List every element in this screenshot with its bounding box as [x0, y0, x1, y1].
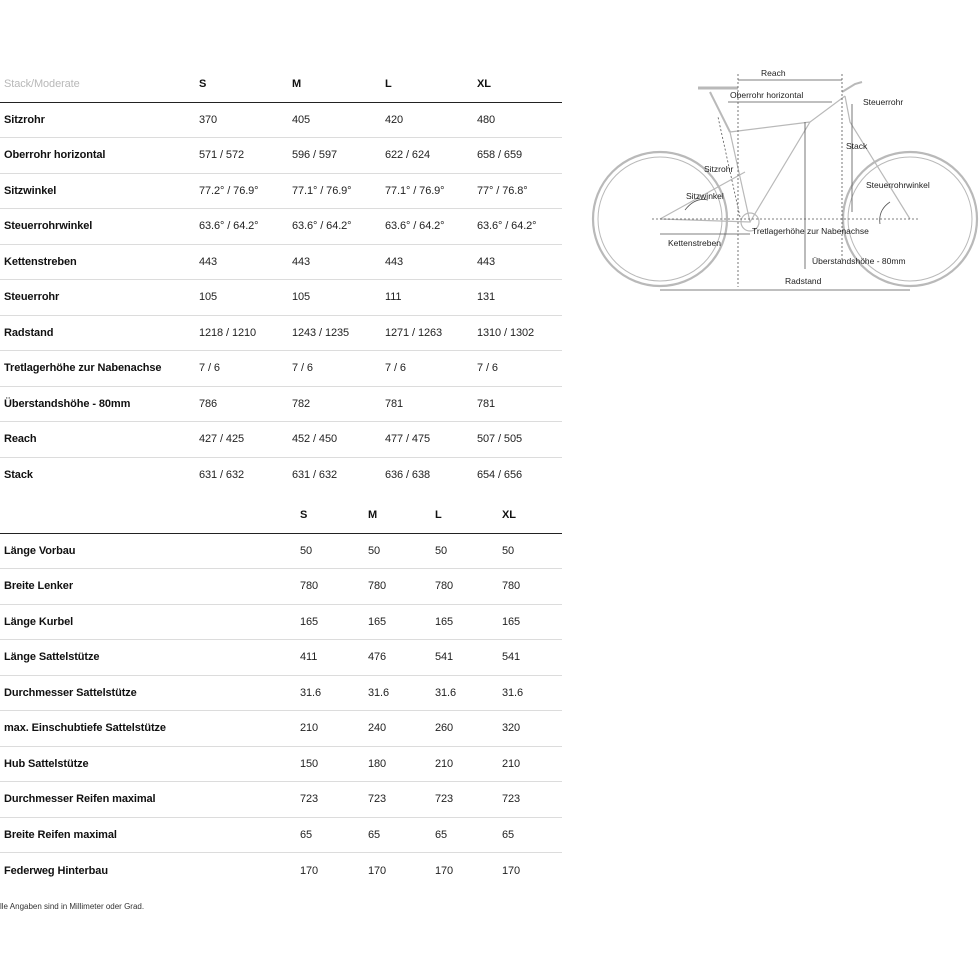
cell-value: 7 / 6: [292, 362, 313, 375]
cell-value: 480: [477, 113, 496, 126]
cell-value: 31.6: [435, 686, 457, 699]
size-header: S: [300, 509, 308, 522]
table-row: [0, 245, 562, 281]
size-header: L: [435, 509, 442, 522]
row-label: Länge Kurbel: [4, 615, 74, 628]
cell-value: 780: [502, 580, 521, 593]
row-label: Sitzrohr: [4, 113, 45, 126]
cell-value: 1218 / 1210: [199, 326, 257, 339]
cell-value: 622 / 624: [385, 149, 430, 162]
cell-value: 65: [368, 828, 381, 841]
cell-value: 65: [502, 828, 515, 841]
table-row: [0, 782, 562, 818]
seat-tube-label: Sitzrohr: [704, 164, 734, 174]
cell-value: 658 / 659: [477, 149, 522, 162]
cell-value: 210: [435, 757, 454, 770]
cell-value: 260: [435, 722, 454, 735]
cell-value: 541: [435, 651, 454, 664]
cell-value: 723: [368, 793, 387, 806]
cell-value: 63.6° / 64.2°: [199, 220, 259, 233]
cell-value: 780: [368, 580, 387, 593]
size-header: S: [199, 78, 207, 91]
cell-value: 170: [368, 864, 387, 877]
cell-value: 370: [199, 113, 218, 126]
cell-value: 636 / 638: [385, 469, 430, 482]
cell-value: 443: [292, 255, 311, 268]
cell-value: 170: [300, 864, 319, 877]
cell-value: 477 / 475: [385, 433, 430, 446]
cell-value: 443: [199, 255, 218, 268]
cell-value: 596 / 597: [292, 149, 337, 162]
row-label: Tretlagerhöhe zur Nabenachse: [4, 362, 162, 375]
row-label: Radstand: [4, 326, 54, 339]
size-header: M: [368, 509, 378, 522]
cell-value: 65: [435, 828, 448, 841]
table-row: [0, 209, 562, 245]
cell-value: 65: [300, 828, 313, 841]
cell-value: 420: [385, 113, 404, 126]
cell-value: 63.6° / 64.2°: [477, 220, 537, 233]
cell-value: 150: [300, 757, 319, 770]
table-row: [0, 676, 562, 712]
cell-value: 7 / 6: [477, 362, 498, 375]
table-row: [0, 853, 562, 889]
row-label: max. Einschubtiefe Sattelstütze: [4, 722, 166, 735]
cell-value: 63.6° / 64.2°: [385, 220, 445, 233]
row-label: Oberrohr horizontal: [4, 149, 106, 162]
cell-value: 165: [435, 615, 454, 628]
cell-value: 50: [368, 544, 381, 557]
bike-frame: [660, 96, 910, 222]
table-row: [0, 534, 562, 570]
row-label: Hub Sattelstütze: [4, 757, 89, 770]
cell-value: 105: [292, 291, 311, 304]
cell-value: 50: [502, 544, 515, 557]
cell-value: 1243 / 1235: [292, 326, 350, 339]
cell-value: 180: [368, 757, 387, 770]
cell-value: 31.6: [368, 686, 390, 699]
cell-value: 541: [502, 651, 521, 664]
row-label: Länge Sattelstütze: [4, 651, 100, 664]
cell-value: 77.1° / 76.9°: [385, 184, 445, 197]
row-label: Breite Reifen maximal: [4, 828, 117, 841]
cell-value: 1310 / 1302: [477, 326, 535, 339]
row-label: Breite Lenker: [4, 580, 74, 593]
top-tube-label: Oberrohr horizontal: [730, 90, 804, 100]
table-row: [0, 458, 562, 494]
cell-value: 781: [477, 397, 496, 410]
table-row: [0, 351, 562, 387]
cell-value: 723: [502, 793, 521, 806]
cell-value: 77° / 76.8°: [477, 184, 528, 197]
cell-value: 780: [300, 580, 319, 593]
bb-height-label: Tretlagerhöhe zur Nabenachse: [752, 226, 869, 236]
cell-value: 7 / 6: [199, 362, 220, 375]
stack-label: Stack: [846, 141, 868, 151]
cell-value: 31.6: [502, 686, 524, 699]
cell-value: 780: [435, 580, 454, 593]
cell-value: 105: [199, 291, 218, 304]
cell-value: 165: [368, 615, 387, 628]
table-row: [0, 605, 562, 641]
geometry-table: [0, 67, 562, 493]
cell-value: 443: [477, 255, 496, 268]
cell-value: 165: [300, 615, 319, 628]
cell-value: 165: [502, 615, 521, 628]
table-row: [0, 387, 562, 423]
reach-label: Reach: [761, 68, 786, 78]
cell-value: 411: [300, 651, 318, 664]
size-header: L: [385, 78, 392, 91]
row-label: Stack: [4, 469, 33, 482]
wheelbase-label: Radstand: [785, 276, 822, 286]
table-row: [0, 640, 562, 676]
size-header: M: [292, 78, 302, 91]
cell-value: 452 / 450: [292, 433, 337, 446]
table-row: [0, 316, 562, 352]
cell-value: 1271 / 1263: [385, 326, 443, 339]
cell-value: 50: [435, 544, 448, 557]
row-label: Reach: [4, 433, 37, 446]
cell-value: 631 / 632: [292, 469, 337, 482]
bike-geometry-diagram: [590, 62, 980, 292]
cell-value: 240: [368, 722, 387, 735]
row-label: Länge Vorbau: [4, 544, 76, 557]
row-label: Federweg Hinterbau: [4, 864, 108, 877]
handlebar: [842, 82, 862, 92]
size-header: XL: [477, 78, 491, 91]
row-label: Durchmesser Sattelstütze: [4, 686, 137, 699]
cell-value: 50: [300, 544, 313, 557]
row-label: Sitzwinkel: [4, 184, 57, 197]
cell-value: 631 / 632: [199, 469, 244, 482]
cell-value: 210: [502, 757, 521, 770]
components-table: [0, 498, 562, 889]
table-row: [0, 569, 562, 605]
cell-value: 405: [292, 113, 311, 126]
cell-value: 170: [502, 864, 521, 877]
cell-value: 723: [300, 793, 319, 806]
row-label: Überstandshöhe - 80mm: [4, 397, 131, 410]
cell-value: 63.6° / 64.2°: [292, 220, 352, 233]
row-label: Durchmesser Reifen maximal: [4, 793, 156, 806]
footnote: lle Angaben sind in Millimeter oder Grad.: [0, 902, 145, 911]
cell-value: 654 / 656: [477, 469, 522, 482]
table-row: [0, 818, 562, 854]
chainstays-label: Kettenstreben: [668, 238, 721, 248]
table-row: [0, 747, 562, 783]
seat-angle-label: Sitzwinkel: [686, 191, 724, 201]
head-tube-label: Steuerrohr: [863, 97, 904, 107]
table-row: [0, 422, 562, 458]
row-label: Steuerrohrwinkel: [4, 220, 93, 233]
table-row: [0, 174, 562, 210]
cell-value: 210: [300, 722, 319, 735]
cell-value: 507 / 505: [477, 433, 522, 446]
cell-value: 781: [385, 397, 404, 410]
cell-value: 170: [435, 864, 454, 877]
table-row: [0, 280, 562, 316]
table-header-row: [0, 498, 562, 534]
cell-value: 786: [199, 397, 218, 410]
cell-value: 320: [502, 722, 521, 735]
cell-value: 782: [292, 397, 311, 410]
row-label: Steuerrohr: [4, 291, 60, 304]
row-label: Kettenstreben: [4, 255, 77, 268]
table-row: [0, 103, 562, 139]
cell-value: 443: [385, 255, 404, 268]
cell-value: 723: [435, 793, 454, 806]
cell-value: 111: [385, 291, 402, 304]
head-angle-label: Steuerrohrwinkel: [866, 180, 930, 190]
cell-value: 7 / 6: [385, 362, 406, 375]
cell-value: 77.1° / 76.9°: [292, 184, 352, 197]
cell-value: 476: [368, 651, 387, 664]
cell-value: 77.2° / 76.9°: [199, 184, 259, 197]
table-row: [0, 138, 562, 174]
cell-value: 571 / 572: [199, 149, 244, 162]
header-label: Stack/Moderate: [4, 78, 80, 91]
size-header: XL: [502, 509, 516, 522]
cell-value: 31.6: [300, 686, 322, 699]
cell-value: 131: [477, 291, 496, 304]
standover-label: Überstandshöhe - 80mm: [812, 256, 906, 266]
table-row: [0, 711, 562, 747]
cell-value: 427 / 425: [199, 433, 244, 446]
table-header-row: [0, 67, 562, 103]
